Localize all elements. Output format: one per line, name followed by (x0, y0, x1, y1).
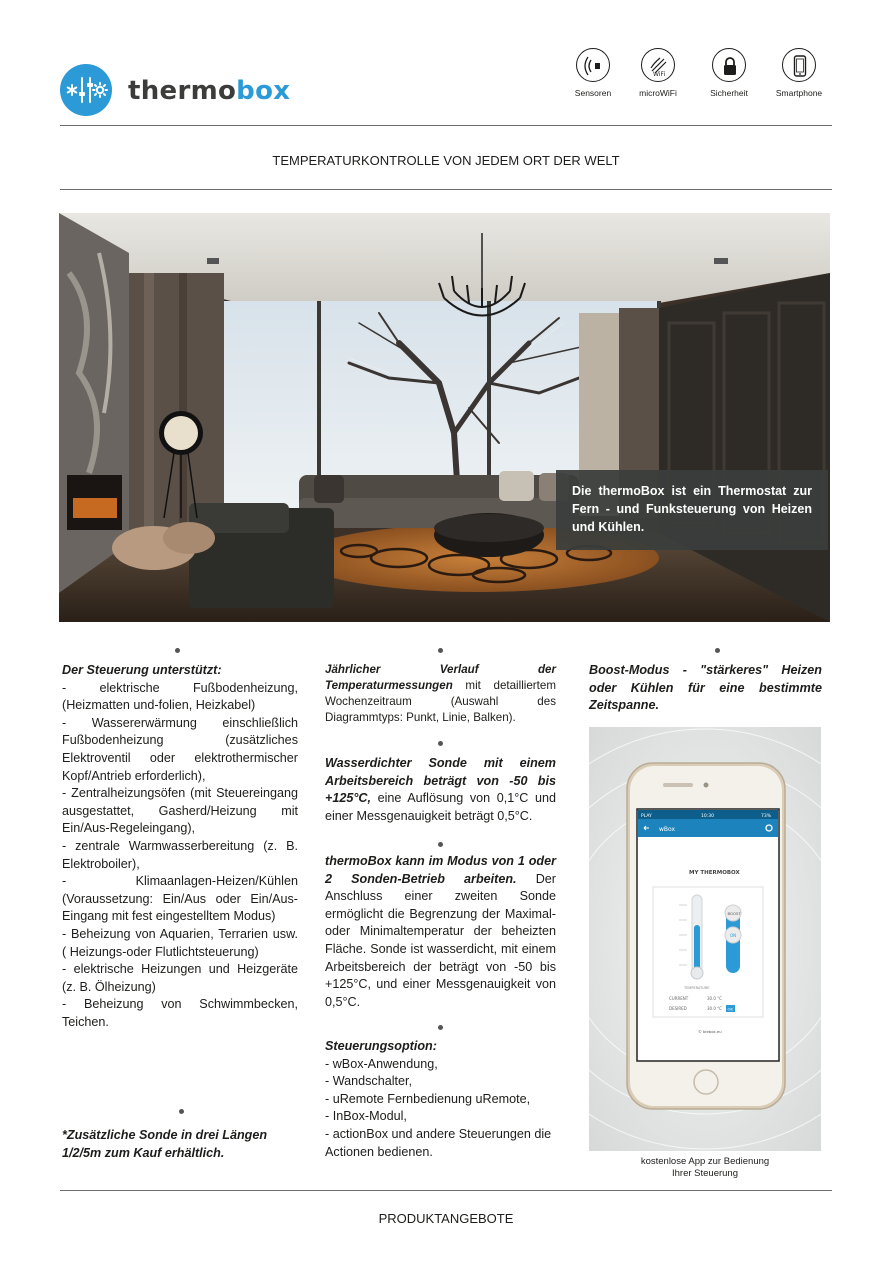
brand-name (128, 76, 290, 106)
app-caption (589, 1156, 821, 1180)
supported-title: Der Steuerung unterstützt: (62, 663, 222, 677)
bullet-dot (179, 1109, 184, 1114)
desired-label: DESIRED (669, 1006, 687, 1011)
control-option-item: - InBox-Modul, (325, 1109, 407, 1124)
bullet-dot (438, 842, 443, 847)
bullet-dot (438, 1025, 443, 1030)
boost-label: BOOST (727, 911, 741, 916)
feature-label: Smartphone (775, 88, 823, 98)
supported-item: - Klimaanlagen-Heizen/Kühlen (Voraussetzung: Ein/Aus oder Ein/Aus-Eingang mit fest eingestelltem Modus) (62, 874, 298, 924)
app-caption-line: kostenlose App zur Bedienung (640, 1156, 770, 1167)
card-title: MY THERMOBOX (689, 870, 740, 876)
feature-smartphone (769, 48, 829, 98)
divider (60, 1190, 832, 1191)
mode-title: thermoBox kann im Modus von 1 oder 2 Sonden-Betrieb arbeiten. (325, 854, 556, 886)
status-left: PLAY (641, 814, 652, 819)
desired-value: 30.0 °C (707, 1006, 722, 1011)
feature-security (699, 48, 759, 98)
bullet-dot (175, 648, 180, 653)
current-value: 30.0 °C (707, 996, 722, 1001)
temperature-caption: TEMPERATURE (684, 986, 710, 990)
bullet-dot (438, 648, 443, 653)
header (60, 40, 832, 126)
on-label: ON (730, 933, 737, 938)
control-option-item: - wBox-Anwendung, (325, 1056, 438, 1071)
mode-text: Der Anschluss einer zweiten Sonde ermöglicht die Begrenzung der Maximal- oder Minimaltemperatur der beheizten Fläche. Sonde ist wasserdicht, mit einem Arbeitsbereich der beträgt von -50 bis +125°C, und einer Messgenauigkeit von 0,5°C. (325, 871, 556, 1009)
supported-item: - Zentralheizungsöfen (mit Steuereingang ausgestattet, Gasherd/Heizung mit Ein/Aus-Regeleingang), (62, 786, 298, 836)
control-option-item: - Wandschalter, (325, 1074, 413, 1089)
wifi-icon (641, 48, 675, 82)
brand-part2: box (236, 76, 291, 106)
headline: TEMPERATURKONTROLLE VON JEDEM ORT DER WELT (272, 153, 620, 168)
feature-sensors (563, 48, 623, 98)
column-features (325, 662, 556, 726)
feature-label: microWiFi (639, 88, 677, 98)
supported-item: - Wassererwärmung einschließlich Fußbodenheizung (zusätzliches Elektroventil oder elektrothermischer Kopf/Antrieb erforderlich), (62, 715, 298, 783)
control-option-item: - actionBox und andere Steuerungen die Actionen bedienen. (325, 1126, 552, 1159)
divider (60, 125, 832, 126)
boost-title: Boost-Modus - "stärkeres" Heizen oder Kühlen für eine bestimmte Zeitspanne. (589, 663, 822, 713)
ok-label: OK (727, 1006, 733, 1012)
footer-heading: PRODUKTANGEBOTE (378, 1211, 514, 1226)
app-phone-image (589, 727, 821, 1151)
lock-icon (712, 48, 746, 82)
callout-box: Die thermoBox ist ein Thermostat zur Fern - und Funksteuerung von Heizen und Kühlen. (556, 470, 828, 550)
supported-item: - zentrale Warmwasserbereitung (z. B. Elektroboiler), (62, 838, 298, 871)
control-options (325, 1038, 556, 1161)
hero-image (59, 213, 830, 622)
temperature-level (694, 925, 700, 973)
control-option-item: - uRemote Fernbedienung uRemote, (325, 1091, 531, 1106)
divider (60, 189, 832, 190)
history-title: Jährlicher Verlauf der Temperaturmessungen (325, 663, 556, 692)
probe-text: eine Auflösung von 0,1°C und einer Messgenauigkeit beträgt 0,5°C. (325, 791, 556, 823)
history-text: mit detailliertem Wochenzeitraum (Auswahl des Diagrammtyps: Punkt, Linie, Balken). (325, 679, 556, 724)
probe-note: *Zusätzliche Sonde in drei Längen 1/2/5m zum Kauf erhältlich. (62, 1128, 268, 1160)
probe-section (325, 755, 556, 825)
app-caption-line: Ihrer Steuerung (671, 1168, 738, 1179)
brand-part1: thermo (128, 76, 237, 106)
bullet-dot (715, 648, 720, 653)
current-label: CURRENT (669, 996, 689, 1001)
supported-item: - elektrische Fußbodenheizung,(Heizmatten und-folien, Heizkabel) (62, 680, 298, 713)
column-supported (62, 662, 298, 1031)
temperature-slider-handle[interactable] (691, 967, 703, 979)
app-title: wBox (659, 826, 676, 833)
bullet-dot (438, 741, 443, 746)
supported-item: - elektrische Heizungen und Heizgeräte (z. B. Ölheizung) (62, 962, 298, 994)
status-right: 73% (761, 814, 772, 819)
feature-wifi (628, 48, 688, 98)
feature-label: Sensoren (574, 88, 612, 98)
supported-item: - Beheizung von Aquarien, Terrarien usw. ( Heizungs-oder Flutlichtsteuerung) (62, 926, 298, 959)
supported-item: - Beheizung von Schwimmbecken, Teichen. (62, 997, 298, 1029)
feature-label: Sicherheit (710, 88, 748, 98)
svg-text:WiFi: WiFi (653, 71, 666, 78)
control-options-title: Steuerungsoption: (325, 1039, 437, 1053)
mode-section (325, 853, 556, 1011)
sensor-icon (576, 48, 610, 82)
app-footer: © blebox.eu (698, 1029, 722, 1034)
smartphone-icon (782, 48, 816, 82)
logo-icon (60, 64, 112, 116)
probe-title: Wasserdichter Sonde mit einem Arbeitsbereich beträgt von -50 bis +125°C, (325, 756, 556, 806)
status-time: 10:30 (701, 814, 714, 819)
